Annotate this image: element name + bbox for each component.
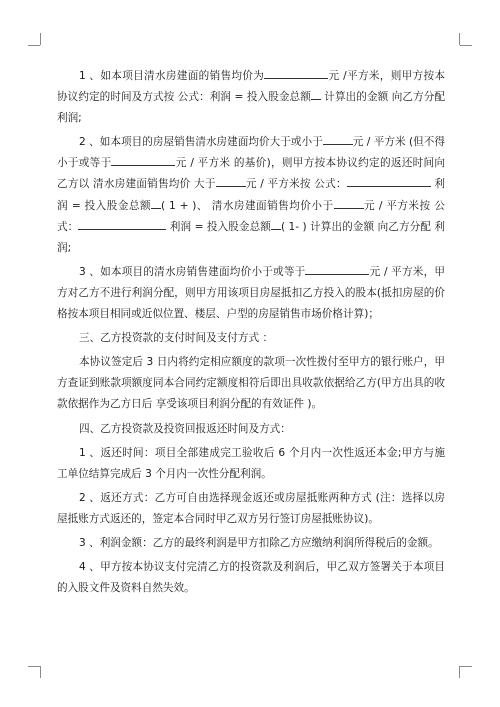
fill-in-blank [305,263,369,275]
text-run: 3 、利润金额：乙方的最终利润是甲方扣除乙方应缴纳利润所得税后的金额。 [79,536,439,549]
fill-in-blank [264,67,328,79]
text-run: 本协议签定后 3 日内将约定相应额度的款项一次性拨付至甲方的银行账户，甲方查证到账款项额度同本合同约定额度相符后即出具收款依据给乙方(甲方出具的收款依据作为乙方日后 享受该项目利润分配的有效证件 )。 [57,356,445,411]
text-run: 元 / 平方米按 公式： [57,199,445,233]
text-run: 1 、如本项目清水房建面的销售均价为 [79,70,265,82]
fill-in-blank [78,218,106,230]
text-run: ( 1- ) 计算出的金额 向乙方分配 利润; [57,220,446,254]
text-run: 计算出的金额 向乙方分配 利润; [57,91,445,125]
fill-in-blank [311,88,321,100]
text-run: 元 / 平方米按 公式： [245,178,347,191]
fill-in-blank [334,197,364,209]
fill-in-blank [216,175,246,187]
clause-1 [57,66,445,129]
text-run: 利润 = 投入股金总额 [166,220,271,233]
clause-3 [57,262,445,325]
text-run: 1 、返还时间：项目全部建成完工验收后 6 个月内一次性返还本金;甲方与施工单位结算完成后 3 个月内一次性分配利润。 [57,446,445,480]
section-heading-3 [57,328,445,349]
clause-2 [57,132,445,259]
fill-in-blank [151,197,161,209]
text-run: 4 、甲方按本协议支付完清乙方的投资款及利润后，甲乙双方签署关于本项目的入股文件及资料自然失效。 [57,561,445,595]
return-time-clause [57,443,445,485]
text-run: 三、乙方投资款的支付时间及支付方式 ： [79,332,274,345]
fill-in-blank [271,218,281,230]
fill-in-blank [111,154,175,166]
text-run: 2 、如本项目的房屋销售清水房建面均价大于或小于 [79,136,323,149]
text-run: ( 1 + )、 清水房建面销售均价小于 [161,199,334,212]
text-run: 3 、如本项目的清水房销售建面均价小于或等于 [79,265,306,278]
fill-in-blank [323,133,353,145]
text-run: 元 / 平方米 的基价)，则甲方按本协议约定的返还时间向乙方以 清水房建面销售均价 大于 [57,157,445,191]
profit-amount-clause [57,533,445,554]
text-run: 利润 = 投入股金总额 [57,178,446,212]
document-body [57,66,445,599]
text-run: 元 / 平方米 (但不得小于或等于 [57,136,445,170]
section-heading-4 [57,419,445,440]
fill-in-blank [347,175,431,187]
payment-clause [57,352,445,415]
fill-in-blank [106,218,166,230]
text-run: 四、乙方投资款及投资回报返还时间及方式： [79,422,291,435]
return-method-clause [57,488,445,530]
text-run: 元 /平方米，则甲方按本 协议约定的时间及方式按 公式：利润 = 投入股金总额 [57,70,445,104]
text-run: 2 、返还方式：乙方可自由选择现金返还或房屋抵账两种方式 (注：选择以房屋抵账方式返还的，签定本合同时甲乙双方另行签订房屋抵账协议)。 [57,491,445,525]
text-run: 元 / 平方米，甲方对乙方不进行利润分配，则甲方用该项目房屋抵扣乙方投入的股本(抵扣房屋的价格按本项目相同或近似位置、楼层、户型的房屋销售市场价格计算)； [57,265,445,321]
termination-clause [57,557,445,599]
